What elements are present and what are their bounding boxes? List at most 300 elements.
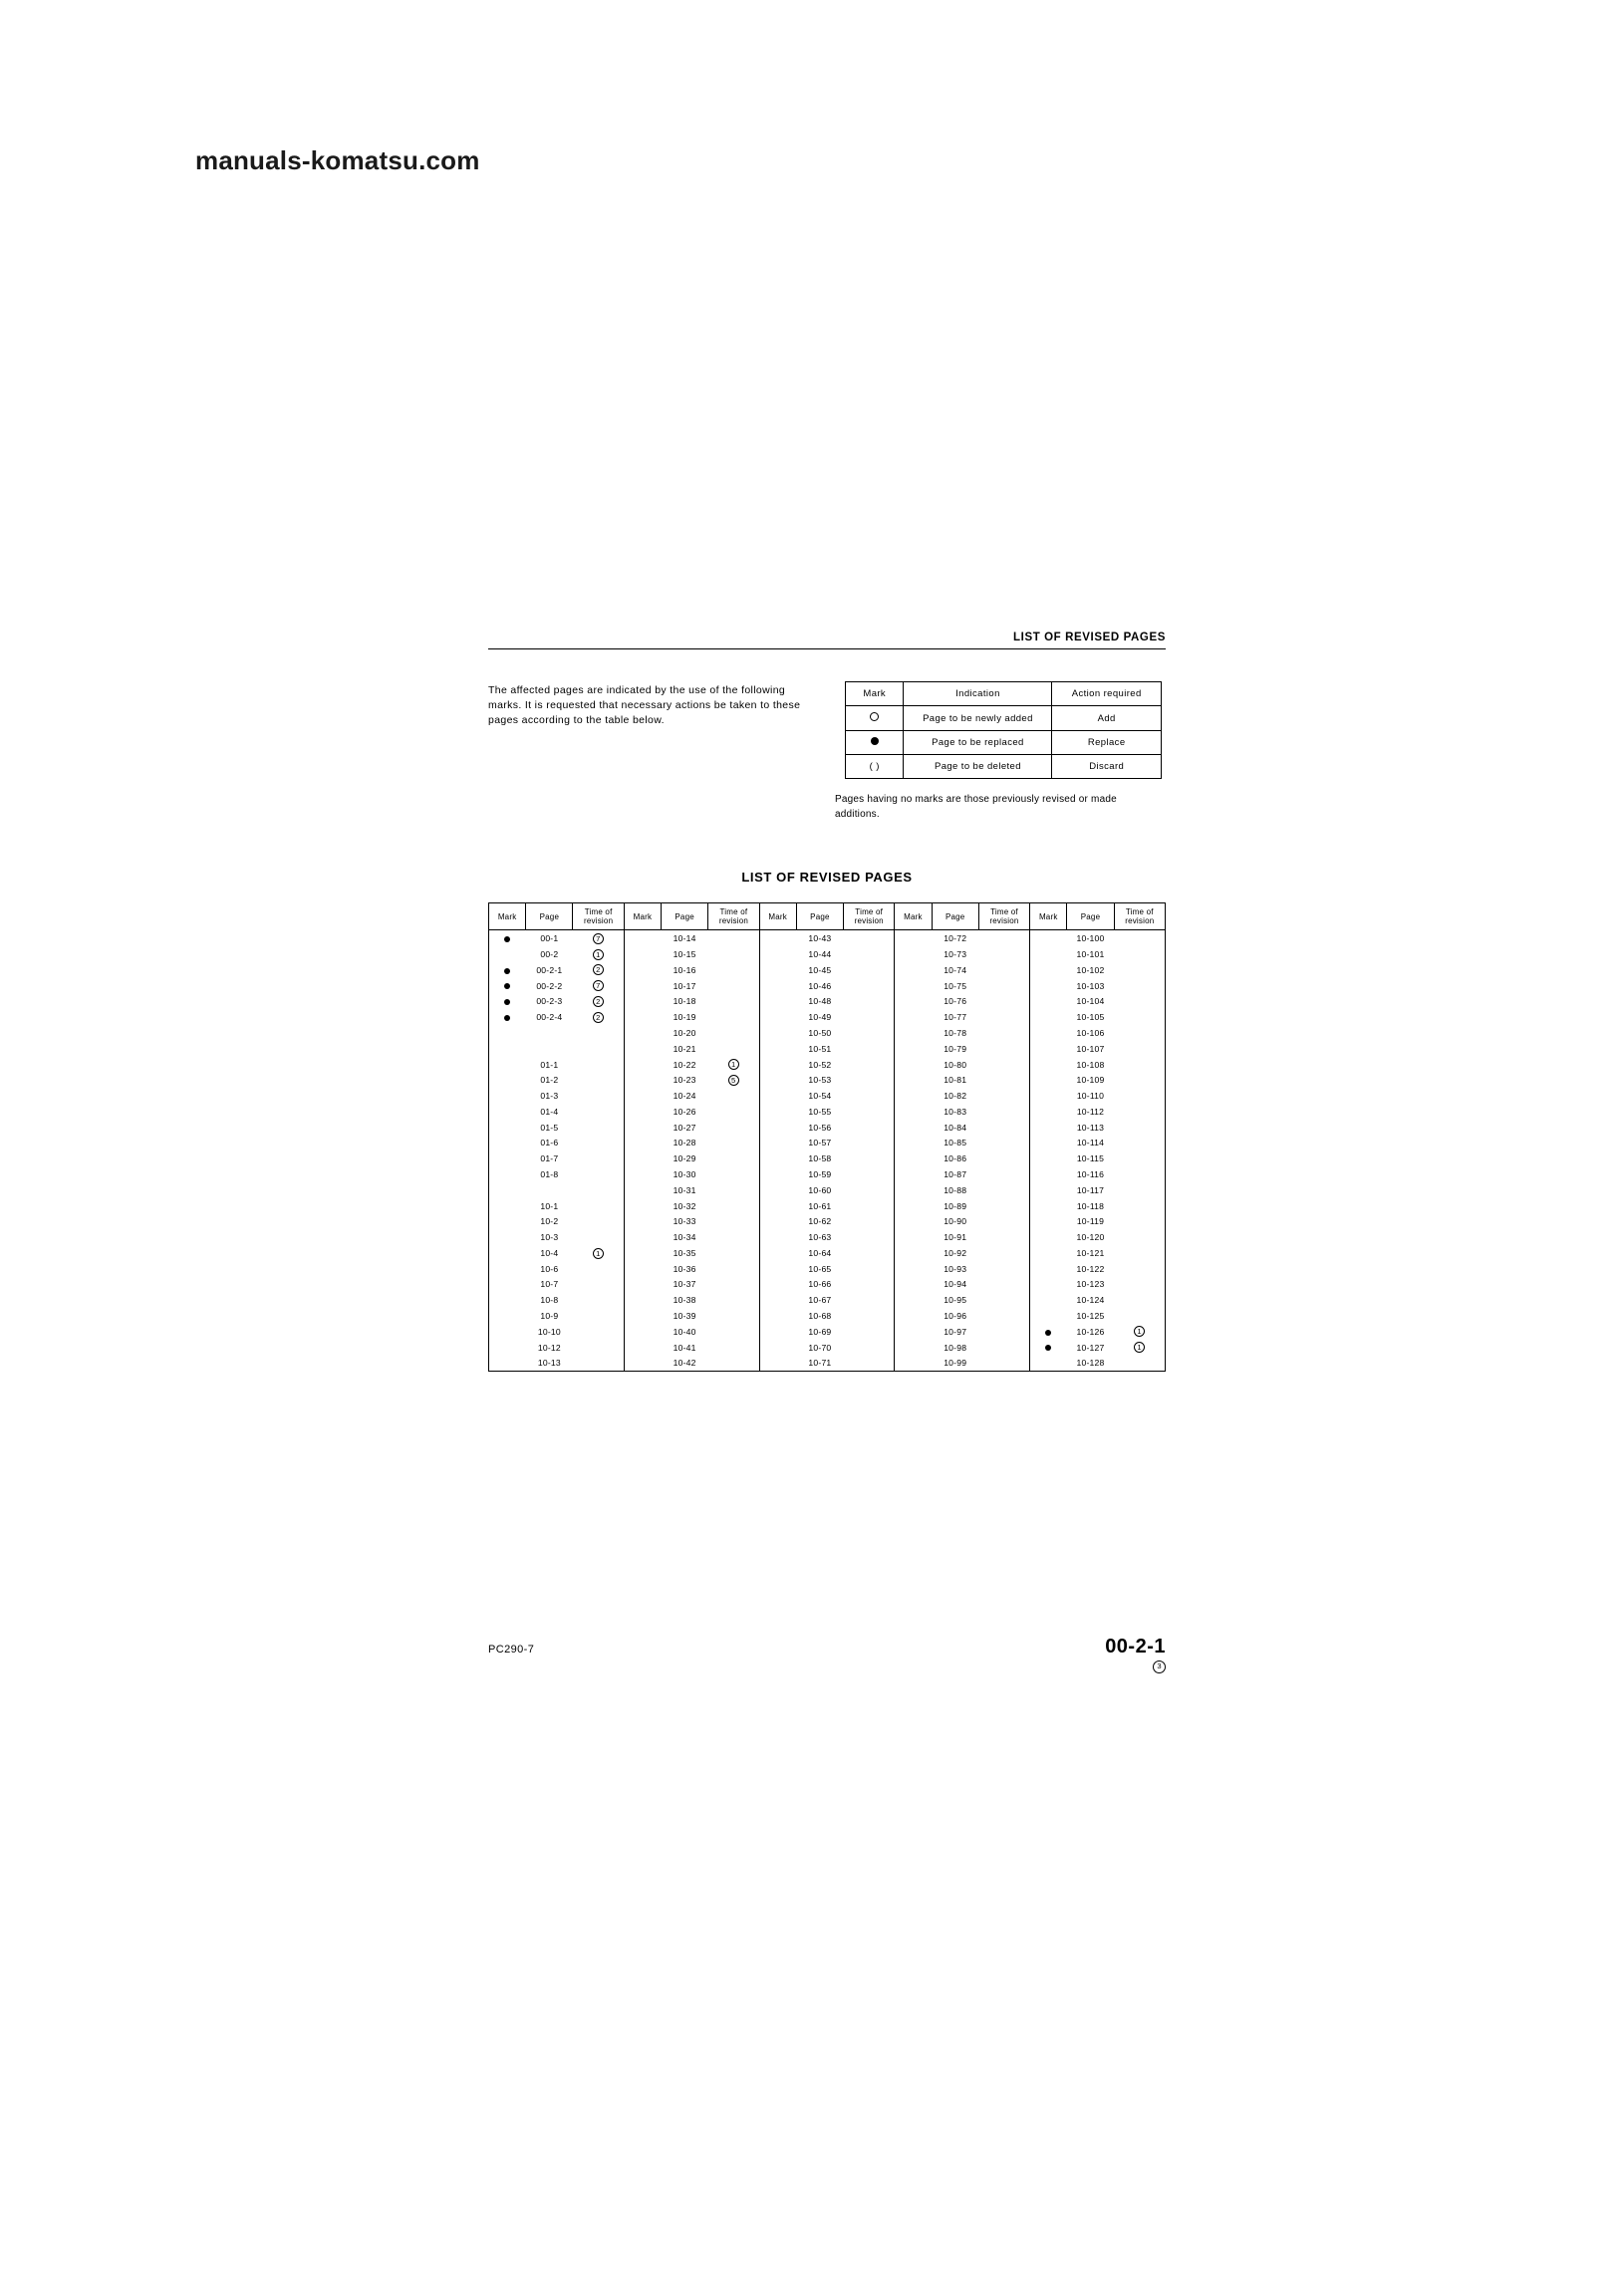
- cell-time-of-revision: [844, 962, 895, 978]
- cell-mark: [624, 1057, 661, 1073]
- cell-mark: [624, 1120, 661, 1136]
- cell-mark: [489, 1324, 526, 1340]
- cell-page: 10-57: [808, 1138, 832, 1148]
- revised-header-page-2: Page: [662, 903, 708, 930]
- cell-mark: [1030, 1324, 1067, 1340]
- cell-mark: [489, 1229, 526, 1245]
- cell-page: 01-8: [540, 1168, 559, 1179]
- cell-page: 10-62: [808, 1216, 832, 1227]
- cell-page: 10-85: [944, 1138, 967, 1148]
- cell-page: 10-12: [537, 1342, 561, 1353]
- cell-page: 10-26: [673, 1106, 696, 1117]
- cell-time-of-revision: [978, 1277, 1029, 1293]
- cell-time-of-revision: [708, 1292, 759, 1308]
- cell-time-of-revision: [708, 1136, 759, 1151]
- cell-page: 10-60: [808, 1184, 832, 1195]
- cell-page: 10-33: [673, 1216, 696, 1227]
- cell-mark: [1030, 978, 1067, 994]
- cell-page: 10-98: [944, 1342, 967, 1353]
- cell-mark: [895, 1308, 932, 1324]
- cell-time-of-revision: [844, 1292, 895, 1308]
- cell-mark: [624, 1292, 661, 1308]
- cell-time-of-revision: [573, 1182, 624, 1198]
- cell-time-of-revision: [1114, 1324, 1165, 1340]
- table-row: [489, 1277, 1166, 1293]
- cell-time-of-revision: [844, 1088, 895, 1104]
- cell-page: 10-108: [1076, 1059, 1105, 1070]
- cell-mark: [895, 1324, 932, 1340]
- cell-page: 10-115: [1076, 1153, 1105, 1164]
- cell-mark: [489, 1340, 526, 1356]
- cell-mark: [624, 1308, 661, 1324]
- cell-mark: [895, 1120, 932, 1136]
- cell-page: 10-122: [1076, 1263, 1105, 1274]
- cell-page: 10-18: [673, 996, 696, 1007]
- cell-page: 10-104: [1076, 996, 1105, 1007]
- cell-time-of-revision: [573, 1136, 624, 1151]
- cell-mark: [895, 1245, 932, 1261]
- cell-page: 10-97: [944, 1326, 967, 1337]
- cell-time-of-revision: [978, 1308, 1029, 1324]
- cell-page: 10-55: [808, 1106, 832, 1117]
- list-of-revised-pages-title: LIST OF REVISED PAGES: [741, 870, 913, 885]
- cell-page: 10-72: [944, 933, 967, 944]
- cell-page: 10-1: [540, 1200, 559, 1211]
- cell-time-of-revision: [1114, 930, 1165, 946]
- cell-mark: [759, 1261, 796, 1277]
- table-row: [489, 1229, 1166, 1245]
- cell-page: 10-39: [673, 1311, 696, 1322]
- cell-page: 10-124: [1076, 1295, 1105, 1306]
- revision-circle-icon: 1: [1134, 1342, 1145, 1353]
- cell-page: 10-71: [796, 1355, 843, 1371]
- cell-page: 10-15: [673, 949, 696, 960]
- cell-time-of-revision: [708, 1150, 759, 1166]
- cell-time-of-revision: [978, 1292, 1029, 1308]
- cell-time-of-revision: [978, 1166, 1029, 1182]
- cell-page: 10-27: [673, 1122, 696, 1133]
- legend-indication-add: Page to be newly added: [904, 706, 1052, 731]
- cell-page: [526, 1025, 573, 1041]
- cell-time-of-revision: [844, 1229, 895, 1245]
- cell-time-of-revision: [978, 1213, 1029, 1229]
- cell-page: 01-7: [540, 1153, 559, 1164]
- cell-time-of-revision: [1114, 1120, 1165, 1136]
- table-row: [489, 1292, 1166, 1308]
- cell-page: 10-61: [808, 1200, 832, 1211]
- cell-time-of-revision: [844, 1324, 895, 1340]
- cell-time-of-revision: [573, 1150, 624, 1166]
- cell-page: 10-77: [944, 1012, 967, 1023]
- cell-mark: [624, 1324, 661, 1340]
- cell-time-of-revision: [1114, 1088, 1165, 1104]
- revision-circle-icon: 1: [593, 949, 604, 960]
- cell-mark: [759, 1198, 796, 1214]
- cell-mark: [489, 1025, 526, 1041]
- cell-time-of-revision: [708, 1324, 759, 1340]
- cell-page: 10-10: [537, 1326, 561, 1337]
- cell-time-of-revision: [573, 1245, 624, 1261]
- revised-pages-table: [488, 902, 1166, 1372]
- cell-page: 00-2-3: [536, 996, 563, 1007]
- cell-page: 10-54: [808, 1091, 832, 1102]
- footer-revision: [1105, 1660, 1166, 1673]
- cell-page: 10-81: [944, 1075, 967, 1086]
- cell-page: 10-89: [944, 1200, 967, 1211]
- cell-page: 10-43: [808, 933, 832, 944]
- cell-time-of-revision: [1114, 1340, 1165, 1356]
- cell-mark: [489, 946, 526, 962]
- cell-page: 10-120: [1076, 1232, 1105, 1243]
- revised-header-mark-4: Mark: [895, 903, 932, 930]
- revised-header-page-1: Page: [526, 903, 573, 930]
- cell-mark: [624, 1182, 661, 1198]
- cell-time-of-revision: [978, 1025, 1029, 1041]
- cell-mark: [489, 1136, 526, 1151]
- cell-page: 10-23: [673, 1075, 696, 1086]
- revised-header-mark-3: Mark: [759, 903, 796, 930]
- cell-page: 00-2-1: [536, 964, 563, 975]
- cell-time-of-revision: [1114, 978, 1165, 994]
- cell-time-of-revision: [978, 1229, 1029, 1245]
- cell-page: 10-38: [673, 1295, 696, 1306]
- cell-mark: [1030, 1072, 1067, 1088]
- cell-time-of-revision: [1114, 1245, 1165, 1261]
- cell-mark: [759, 1213, 796, 1229]
- cell-page: 10-29: [673, 1153, 696, 1164]
- cell-time-of-revision: [573, 1213, 624, 1229]
- cell-time-of-revision: [978, 1009, 1029, 1025]
- cell-mark: [1030, 1166, 1067, 1182]
- filled-circle-icon: [871, 737, 879, 745]
- cell-mark: [624, 1072, 661, 1088]
- revised-header-page-3: Page: [796, 903, 843, 930]
- revised-header-time-1: Time of revision: [573, 903, 624, 930]
- legend-header-mark: Mark: [846, 682, 904, 706]
- cell-time-of-revision: [1114, 994, 1165, 1010]
- cell-time-of-revision: [978, 1261, 1029, 1277]
- cell-mark: [1030, 1198, 1067, 1214]
- revised-header-mark-1: Mark: [489, 903, 526, 930]
- cell-mark: [759, 1229, 796, 1245]
- cell-time-of-revision: [573, 1198, 624, 1214]
- cell-mark: [624, 1198, 661, 1214]
- cell-page: 10-70: [808, 1342, 832, 1353]
- cell-time-of-revision: [573, 978, 624, 994]
- cell-mark: [895, 1025, 932, 1041]
- legend-row-add: [846, 706, 1162, 731]
- cell-page: 10-103: [1076, 980, 1105, 991]
- legend-indication-discard: Page to be deleted: [904, 755, 1052, 779]
- cell-mark: [624, 1355, 661, 1371]
- cell-time-of-revision: [708, 1340, 759, 1356]
- cell-mark: [489, 1355, 526, 1371]
- cell-time-of-revision: [708, 1025, 759, 1041]
- cell-page: 01-4: [540, 1106, 559, 1117]
- cell-time-of-revision: [844, 1150, 895, 1166]
- cell-page: 10-116: [1076, 1168, 1105, 1179]
- cell-mark: [624, 962, 661, 978]
- cell-time-of-revision: [573, 1009, 624, 1025]
- cell-mark: [759, 1041, 796, 1057]
- cell-time-of-revision: [708, 1198, 759, 1214]
- cell-page: 10-73: [944, 949, 967, 960]
- cell-page: 10-119: [1076, 1216, 1105, 1227]
- table-row: [489, 994, 1166, 1010]
- cell-page: 10-82: [944, 1091, 967, 1102]
- cell-page: 01-2: [540, 1075, 559, 1086]
- cell-mark: [759, 1166, 796, 1182]
- cell-mark: [895, 1057, 932, 1073]
- cell-time-of-revision: [573, 1355, 624, 1371]
- cell-page: 10-34: [673, 1232, 696, 1243]
- cell-mark: [759, 1104, 796, 1120]
- cell-page: 10-68: [808, 1311, 832, 1322]
- cell-time-of-revision: [844, 1166, 895, 1182]
- cell-time-of-revision: [844, 1308, 895, 1324]
- cell-mark: [895, 1088, 932, 1104]
- cell-page: 10-21: [673, 1043, 696, 1054]
- cell-time-of-revision: [573, 930, 624, 946]
- cell-page: [526, 1041, 573, 1057]
- table-row: [489, 1198, 1166, 1214]
- cell-mark: [1030, 1136, 1067, 1151]
- table-row: [489, 1245, 1166, 1261]
- cell-time-of-revision: [1114, 1057, 1165, 1073]
- table-row: [489, 1213, 1166, 1229]
- cell-page: 00-1: [540, 933, 559, 944]
- cell-mark: [1030, 1292, 1067, 1308]
- cell-time-of-revision: [708, 1308, 759, 1324]
- legend-mark-parens: ( ): [846, 755, 904, 779]
- cell-time-of-revision: [1114, 1136, 1165, 1151]
- cell-time-of-revision: [573, 1104, 624, 1120]
- cell-time-of-revision: [978, 1340, 1029, 1356]
- cell-time-of-revision: [978, 1072, 1029, 1088]
- filled-circle-icon: [504, 1015, 510, 1021]
- cell-page: 10-36: [673, 1263, 696, 1274]
- cell-mark: [895, 1104, 932, 1120]
- revision-circle-icon: 2: [593, 964, 604, 975]
- cell-page: 10-96: [944, 1311, 967, 1322]
- cell-mark: [759, 1136, 796, 1151]
- cell-mark: [895, 978, 932, 994]
- cell-mark: [489, 1308, 526, 1324]
- cell-mark: [1030, 1057, 1067, 1073]
- revised-header-time-4: Time of revision: [978, 903, 1029, 930]
- cell-time-of-revision: [573, 1025, 624, 1041]
- cell-time-of-revision: [978, 1041, 1029, 1057]
- cell-page: 10-3: [540, 1232, 559, 1243]
- cell-time-of-revision: [708, 1245, 759, 1261]
- cell-page: 10-87: [944, 1168, 967, 1179]
- cell-page: 10-8: [540, 1295, 559, 1306]
- header-title: LIST OF REVISED PAGES: [1013, 632, 1166, 643]
- cell-time-of-revision: [844, 1182, 895, 1198]
- cell-page: 10-40: [673, 1326, 696, 1337]
- cell-time-of-revision: [844, 1120, 895, 1136]
- cell-mark: [489, 1009, 526, 1025]
- cell-time-of-revision: [978, 1324, 1029, 1340]
- cell-time-of-revision: [978, 1120, 1029, 1136]
- cell-time-of-revision: [708, 994, 759, 1010]
- table-row: [489, 930, 1166, 946]
- cell-time-of-revision: [708, 1277, 759, 1293]
- cell-time-of-revision: [844, 1213, 895, 1229]
- cell-mark: [895, 946, 932, 962]
- cell-mark: [895, 1136, 932, 1151]
- cell-mark: [624, 1340, 661, 1356]
- cell-page: 10-49: [808, 1012, 832, 1023]
- cell-mark: [489, 1261, 526, 1277]
- cell-mark: [489, 1150, 526, 1166]
- cell-mark: [1030, 1120, 1067, 1136]
- cell-mark: [1030, 1150, 1067, 1166]
- cell-page: 00-2-4: [536, 1012, 563, 1023]
- table-row: [489, 1166, 1166, 1182]
- cell-mark: [759, 1009, 796, 1025]
- cell-page: 10-59: [808, 1168, 832, 1179]
- cell-time-of-revision: [573, 1072, 624, 1088]
- cell-time-of-revision: [1114, 1229, 1165, 1245]
- cell-time-of-revision: [1114, 1355, 1165, 1371]
- cell-page: 10-102: [1076, 964, 1105, 975]
- cell-page: 10-63: [808, 1232, 832, 1243]
- cell-mark: [895, 1041, 932, 1057]
- cell-mark: [624, 1213, 661, 1229]
- cell-page: 10-37: [673, 1279, 696, 1290]
- cell-mark: [489, 1198, 526, 1214]
- cell-time-of-revision: [708, 1213, 759, 1229]
- table-row: [489, 946, 1166, 962]
- cell-page: 10-127: [1076, 1342, 1105, 1353]
- cell-page: 10-75: [944, 980, 967, 991]
- cell-mark: [1030, 1041, 1067, 1057]
- revision-circle-icon: 1: [1134, 1326, 1145, 1337]
- cell-page: 10-4: [540, 1247, 559, 1258]
- cell-time-of-revision: [1114, 1009, 1165, 1025]
- cell-mark: [759, 1324, 796, 1340]
- revision-circle-icon: 3: [1153, 1660, 1166, 1673]
- cell-mark: [1030, 1308, 1067, 1324]
- table-row: [489, 1088, 1166, 1104]
- cell-time-of-revision: [573, 946, 624, 962]
- intro-text: The affected pages are indicated by the use of the following marks. It is requested that necessary actions be taken to these pages according to the table below.: [488, 684, 801, 727]
- cell-page: 10-107: [1076, 1043, 1105, 1054]
- cell-mark: [895, 1182, 932, 1198]
- table-row: [489, 1041, 1166, 1057]
- cell-mark: [489, 1057, 526, 1073]
- cell-page: 01-1: [540, 1059, 559, 1070]
- table-row: [489, 1120, 1166, 1136]
- cell-mark: [759, 1277, 796, 1293]
- cell-mark: [1030, 994, 1067, 1010]
- cell-page: 10-53: [808, 1075, 832, 1086]
- cell-page: 10-44: [808, 949, 832, 960]
- cell-page: 10-88: [944, 1184, 967, 1195]
- cell-page: 10-41: [673, 1342, 696, 1353]
- cell-mark: [1030, 1104, 1067, 1120]
- cell-mark: [759, 946, 796, 962]
- cell-page: 10-101: [1076, 949, 1105, 960]
- cell-mark: [489, 1120, 526, 1136]
- cell-time-of-revision: [844, 1340, 895, 1356]
- cell-time-of-revision: [978, 994, 1029, 1010]
- cell-time-of-revision: [1114, 1213, 1165, 1229]
- cell-time-of-revision: [573, 1088, 624, 1104]
- cell-mark: [489, 1072, 526, 1088]
- cell-mark: [759, 1025, 796, 1041]
- cell-mark: [489, 978, 526, 994]
- legend-header-row: [846, 682, 1162, 706]
- cell-time-of-revision: [708, 930, 759, 946]
- table-row: [489, 1025, 1166, 1041]
- legend-row-discard: [846, 755, 1162, 779]
- table-row: [489, 1324, 1166, 1340]
- cell-page: 00-2-2: [536, 980, 563, 991]
- cell-mark: [1030, 1025, 1067, 1041]
- cell-time-of-revision: [844, 1009, 895, 1025]
- open-circle-icon: [870, 712, 879, 721]
- cell-time-of-revision: [844, 1355, 895, 1371]
- cell-time-of-revision: [844, 930, 895, 946]
- cell-time-of-revision: [1114, 1261, 1165, 1277]
- revision-circle-icon: 1: [728, 1059, 739, 1070]
- cell-page: 10-84: [944, 1122, 967, 1133]
- legend-row-replace: [846, 731, 1162, 755]
- cell-mark: [1030, 1245, 1067, 1261]
- cell-page: 10-6: [540, 1263, 559, 1274]
- cell-page: 10-9: [540, 1311, 559, 1322]
- table-row: [489, 1136, 1166, 1151]
- cell-page: 01-6: [540, 1138, 559, 1148]
- cell-time-of-revision: [573, 1324, 624, 1340]
- cell-time-of-revision: [844, 978, 895, 994]
- cell-time-of-revision: [573, 994, 624, 1010]
- cell-time-of-revision: [708, 1182, 759, 1198]
- cell-page: 10-126: [1076, 1326, 1105, 1337]
- cell-page: 10-46: [808, 980, 832, 991]
- cell-mark: [1030, 1009, 1067, 1025]
- revised-header-page-4: Page: [932, 903, 978, 930]
- cell-mark: [759, 978, 796, 994]
- revision-circle-icon: 2: [593, 1012, 604, 1023]
- cell-time-of-revision: [573, 1166, 624, 1182]
- cell-page: 10-91: [944, 1232, 967, 1243]
- cell-page: 10-117: [1076, 1184, 1105, 1195]
- cell-page: 10-28: [673, 1138, 696, 1148]
- cell-mark: [489, 1182, 526, 1198]
- cell-page: 10-112: [1076, 1106, 1105, 1117]
- cell-page: 10-106: [1076, 1027, 1105, 1038]
- cell-page: 10-80: [944, 1059, 967, 1070]
- cell-mark: [895, 1009, 932, 1025]
- cell-page: 10-50: [808, 1027, 832, 1038]
- cell-page: 10-113: [1076, 1122, 1105, 1133]
- cell-mark: [624, 1261, 661, 1277]
- cell-mark: [895, 962, 932, 978]
- cell-page: 10-109: [1076, 1075, 1105, 1086]
- cell-mark: [624, 1025, 661, 1041]
- cell-time-of-revision: [844, 1072, 895, 1088]
- cell-page: 10-76: [944, 996, 967, 1007]
- table-row: [489, 978, 1166, 994]
- cell-time-of-revision: [1114, 962, 1165, 978]
- cell-mark: [895, 1213, 932, 1229]
- cell-mark: [759, 1072, 796, 1088]
- revision-circle-icon: 7: [593, 980, 604, 991]
- cell-page: 10-114: [1076, 1138, 1105, 1148]
